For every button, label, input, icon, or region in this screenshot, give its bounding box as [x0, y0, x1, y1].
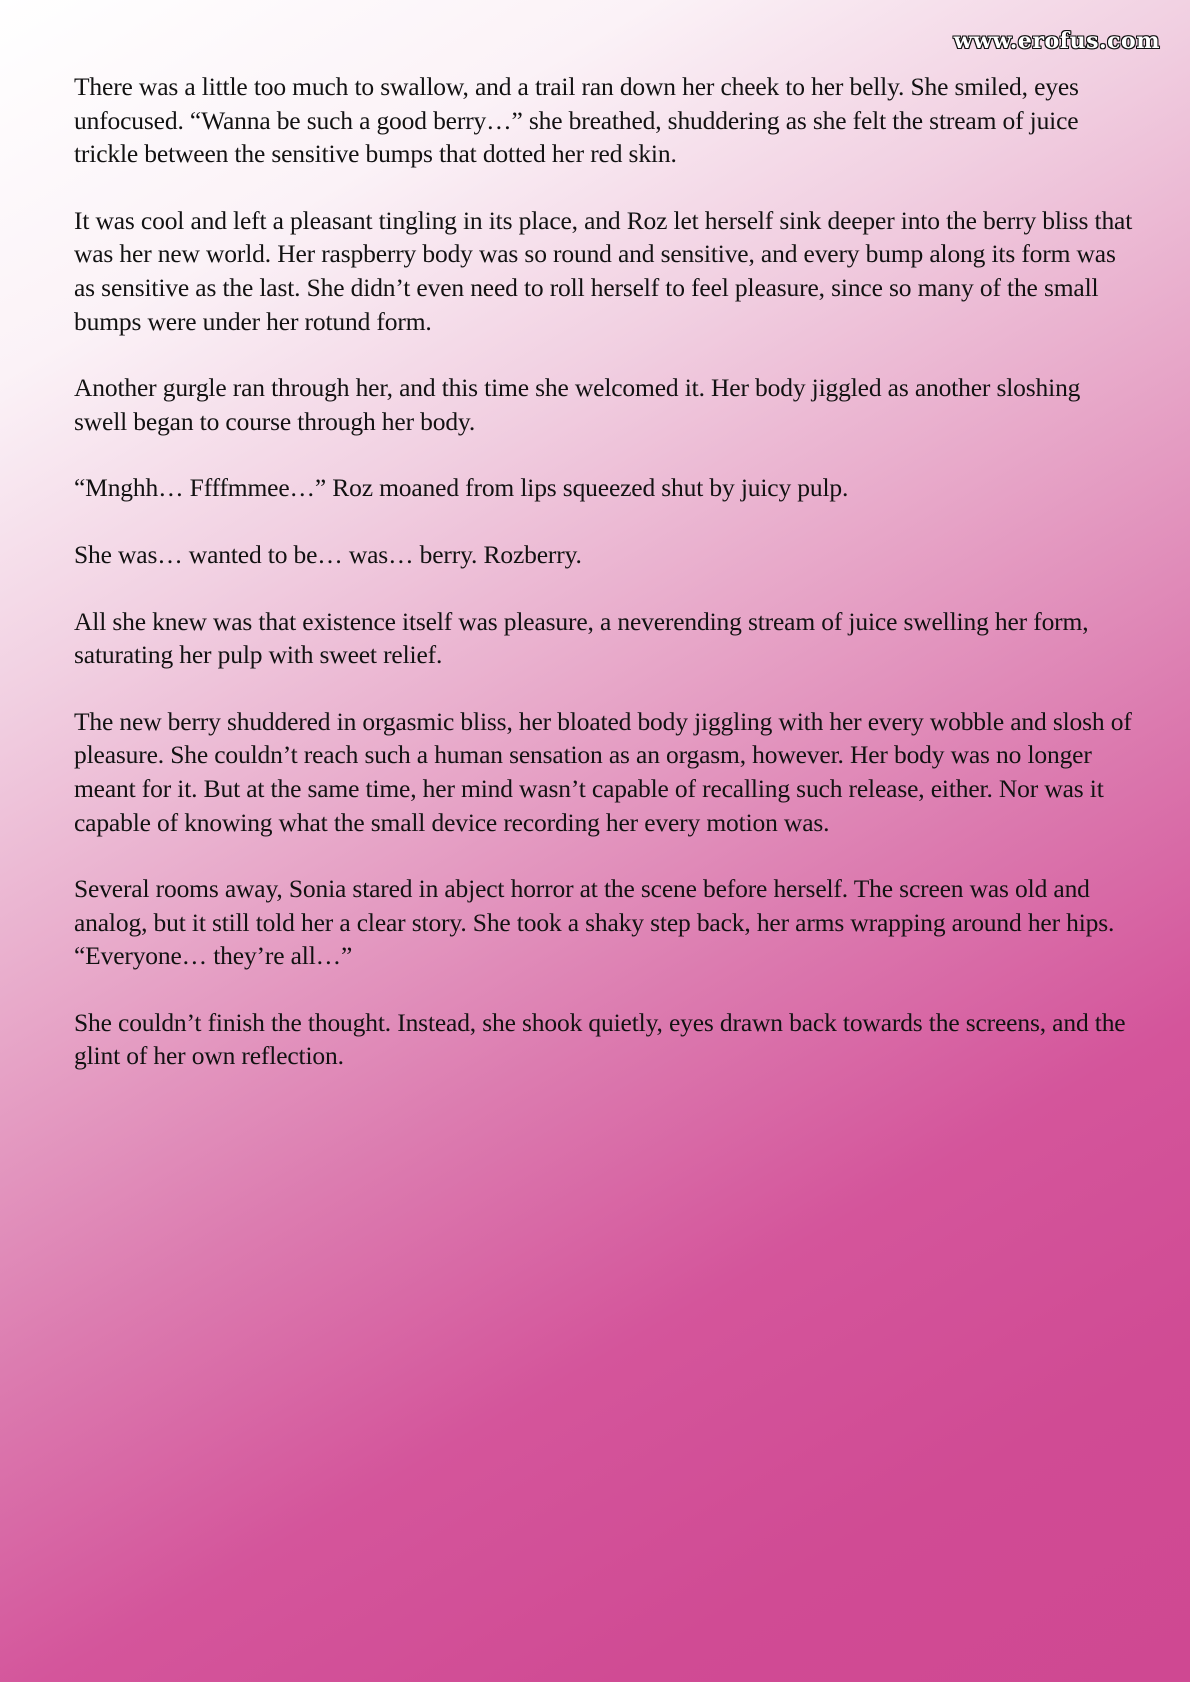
paragraph-8: Several rooms away, Sonia stared in abject horror at the scene before herself. The screen was old and analog, but it still told her a clear story. She took a shaky step back, her arms wrapping around her hips. “Everyone… they’re all…”: [74, 874, 1115, 971]
paragraph-3: Another gurgle ran through her, and this time she welcomed it. Her body jiggled as another sloshing swell began to course through her body.: [74, 373, 1081, 436]
paragraph-2: It was cool and left a pleasant tingling in its place, and Roz let herself sink deeper into the berry bliss that was her new world. Her raspberry body was so round and sensitive, and every bump along its form was as sensitive as the last. She didn’t even need to roll herself to feel pleasure, since so many of the small bumps were under her rotund form.: [74, 205, 1133, 336]
paragraph-1: There was a little too much to swallow, and a trail ran down her cheek to her belly. She smiled, eyes unfocused. “Wanna be such a good berry…” she breathed, shuddering as she felt the stream of juice trickle between the sensitive bumps that dotted her red skin.: [74, 72, 1079, 169]
paragraph-5: She was… wanted to be… was… berry. Rozberry.: [74, 539, 582, 569]
story-text: [74, 70, 1134, 1106]
paragraph-7: The new berry shuddered in orgasmic bliss, her bloated body jiggling with her every wobble and slosh of pleasure. She couldn’t reach such a human sensation as an orgasm, however. Her body was no longer meant for it. But at the same time, her mind wasn’t capable of recalling such release, either. Nor was it capable of knowing what the small device recording her every motion was.: [74, 706, 1132, 837]
paragraph-4: “Mnghh… Ffffmmee…” Roz moaned from lips squeezed shut by juicy pulp.: [74, 473, 849, 503]
paragraph-6: All she knew was that existence itself was pleasure, a neverending stream of juice swelling her form, saturating her pulp with sweet relief.: [74, 606, 1089, 670]
paragraph-9: She couldn’t finish the thought. Instead, she shook quietly, eyes drawn back towards the screens, and the glint of her own reflection.: [74, 1007, 1126, 1071]
site-watermark: www.erofus.com: [953, 28, 1160, 54]
